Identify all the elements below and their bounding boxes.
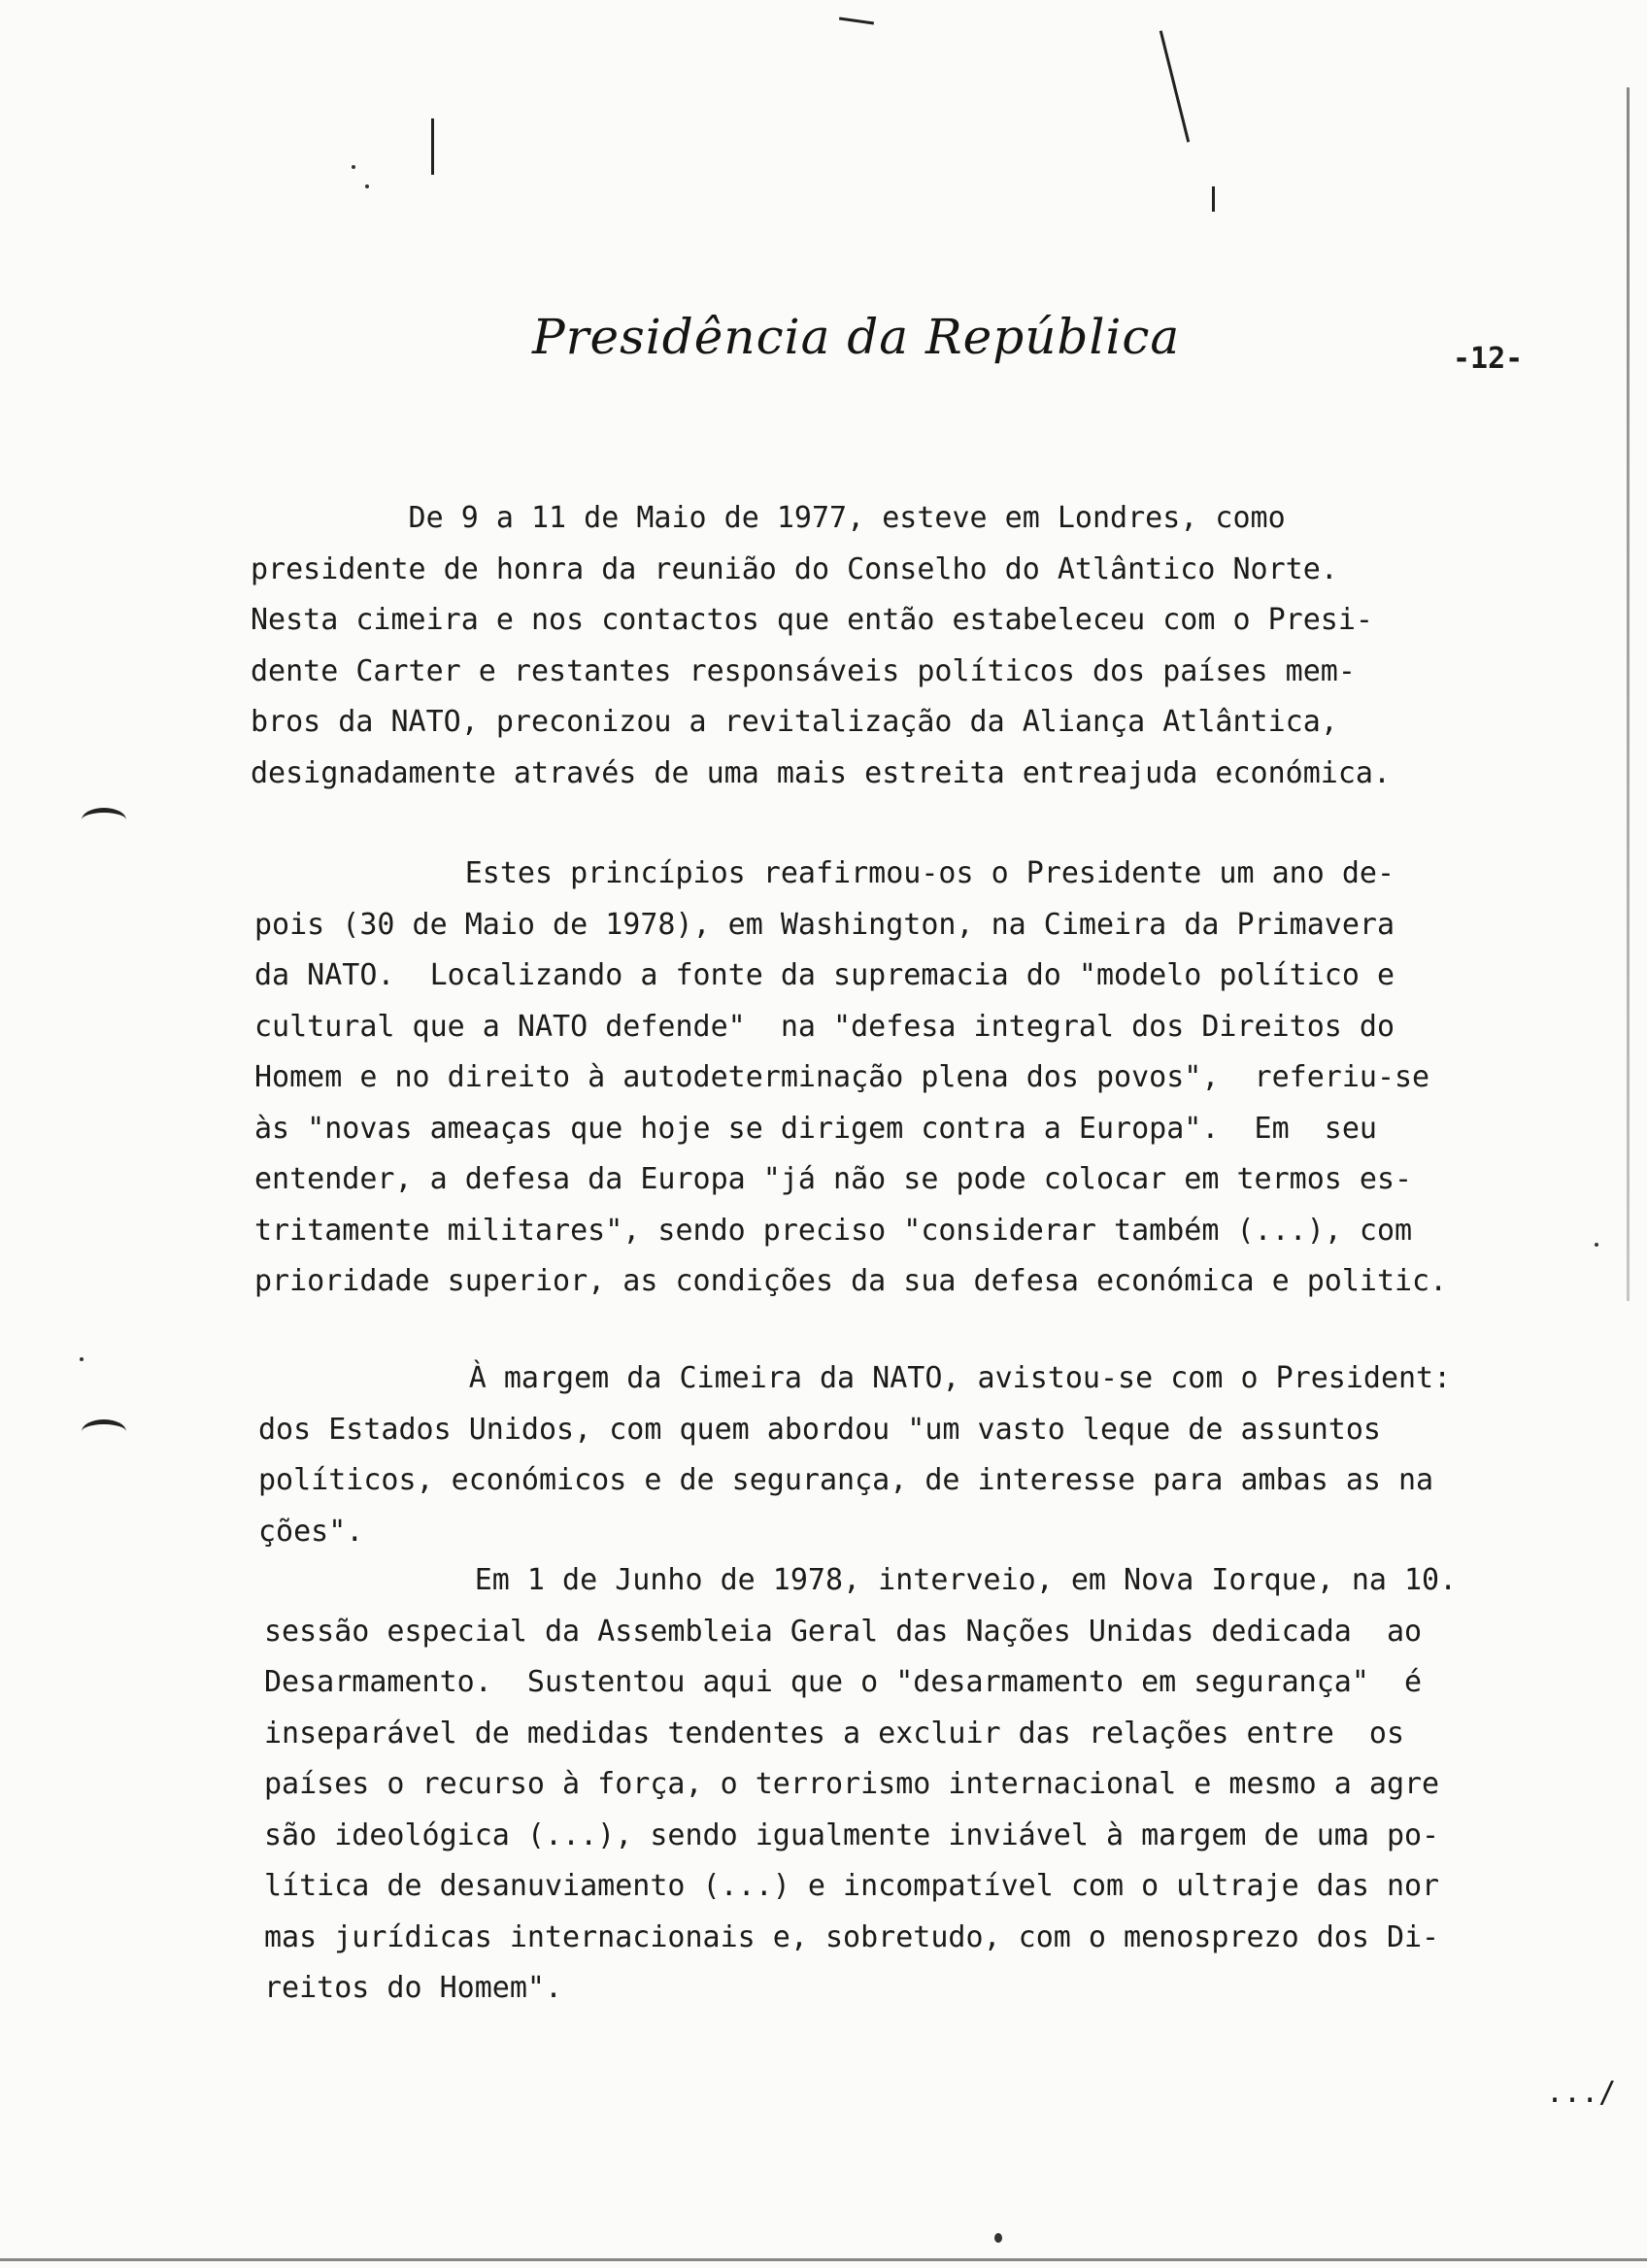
text-line: Em 1 de Junho de 1978, interveio, em Nova Iorque, na 10. [264,1563,1458,1597]
text-line: dos Estados Unidos, com quem abordou "um vasto leque de assuntos [258,1412,1381,1447]
scan-mark [839,17,874,25]
text-line: inseparável de medidas tendentes a excluir das relações entre os [264,1716,1404,1751]
text-line: tritamente militares", sendo preciso "considerar também (...), com [254,1213,1413,1248]
page-edge-line [1627,87,1630,1301]
text-line: bros da NATO, preconizou a revitalização da Aliança Atlântica, [251,705,1338,739]
letterhead-title: Presidência da República [532,309,1181,365]
scan-mark [431,118,434,175]
text-line: De 9 a 11 de Maio de 1977, esteve em Londres, como [251,501,1286,535]
page-number: -12- [1453,342,1524,376]
text-line: entender, a defesa da Europa "já não se pode colocar em termos es- [254,1162,1413,1196]
text-line: À margem da Cimeira da NATO, avistou-se com o President: [258,1361,1452,1395]
text-line: Desarmamento. Sustentou aqui que o "desarmamento em segurança" é [264,1665,1423,1699]
scan-speck [994,2233,1002,2243]
paragraph-1 [251,493,1391,799]
text-line: dente Carter e restantes responsáveis políticos dos países mem- [251,653,1356,688]
text-line: da NATO. Localizando a fonte da supremacia do "modelo político e [254,958,1395,992]
hole-punch-mark [82,808,126,832]
hole-punch-mark [82,1419,126,1444]
paragraph-4 [264,1555,1457,2015]
paragraph-3 [258,1353,1451,1557]
text-line: cultural que a NATO defende" na "defesa integral dos Direitos do [254,1009,1395,1044]
text-line: são ideológica (...), sendo igualmente inviável à margem de uma po- [264,1818,1440,1852]
scan-speck [80,1357,84,1361]
paragraph-2 [254,849,1447,1308]
text-line: pois (30 de Maio de 1978), em Washington, na Cimeira da Primavera [254,907,1395,942]
text-line: reitos do Homem". [264,1971,563,2005]
text-line: Nesta cimeira e nos contactos que então estabeleceu com o Presi- [251,603,1373,637]
text-line: políticos, económicos e de segurança, de interesse para ambas as na [258,1463,1434,1497]
text-line: Homem e no direito à autodeterminação plena dos povos", referiu-se [254,1060,1430,1094]
scan-mark [1212,186,1215,212]
page-bottom-edge [0,2258,1647,2261]
scan-speck [1595,1243,1598,1247]
scan-speck [365,184,369,188]
text-line: sessão especial da Assembleia Geral das Nações Unidas dedicada ao [264,1614,1423,1649]
text-line: países o recurso à força, o terrorismo internacional e mesmo a agre [264,1767,1440,1801]
text-line: prioridade superior, as condições da sua defesa económica e politic. [254,1264,1448,1298]
continuation-marker: .../ [1546,2076,1617,2110]
text-line: lítica de desanuviamento (...) e incompatível com o ultraje das nor [264,1869,1440,1903]
text-line: Estes princípios reafirmou-os o Presidente um ano de- [254,856,1395,890]
text-line: designadamente através de uma mais estreita entreajuda económica. [251,755,1391,790]
text-line: mas jurídicas internacionais e, sobretudo, com o menosprezo dos Di- [264,1919,1440,1954]
text-line: às "novas ameaças que hoje se dirigem contra a Europa". Em seu [254,1111,1377,1146]
text-line: presidente de honra da reunião do Conselho do Atlântico Norte. [251,551,1338,586]
scan-speck [352,165,355,169]
text-line: ções". [258,1514,364,1549]
scan-mark [1160,30,1190,142]
